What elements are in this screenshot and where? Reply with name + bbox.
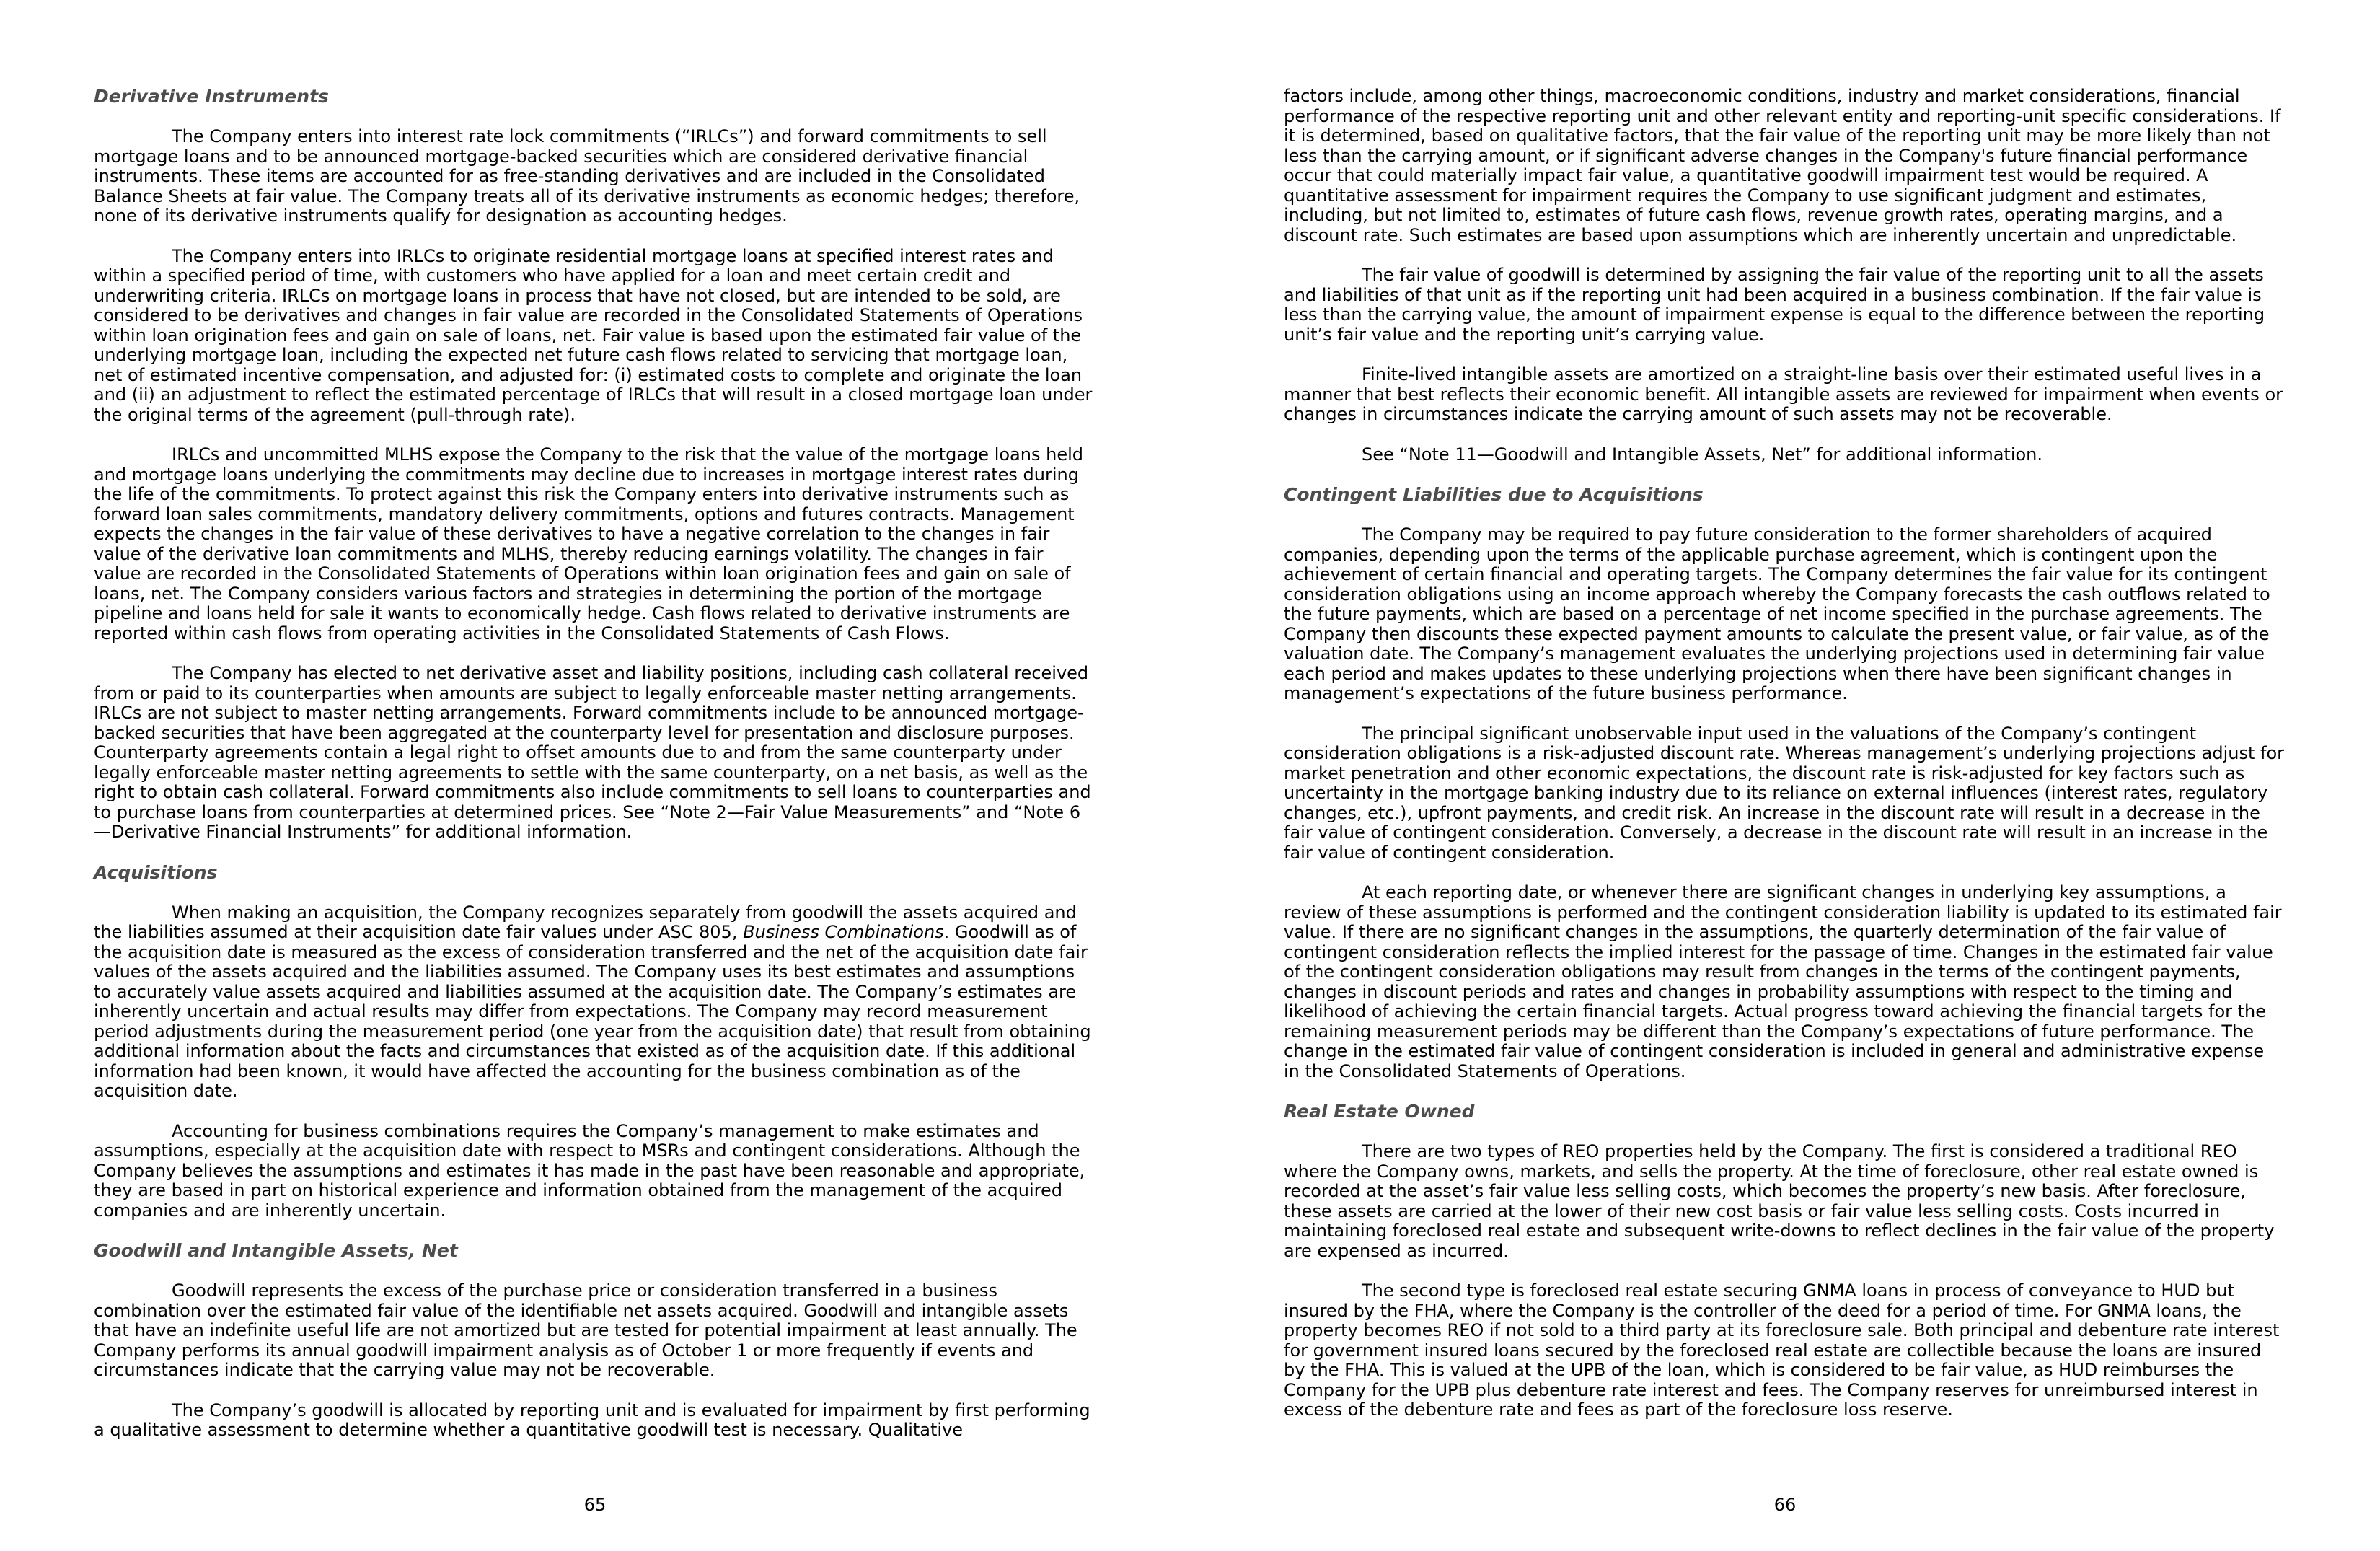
text-run: factors include, among other things, macroeconomic conditions, industry and market considerations, financial performance of the respective reporting unit and other relevant entity and reporting-unit specific considerations. If it is determined, based on qualitative factors, that the fair value of the reporting unit may be more likely than not less than the carrying amount, or if significant adverse changes in the Company's future financial performance occur that could materially impact fair value, a quantitative goodwill impairment test would be required. A quantitative assessment for impairment requires the Company to use significant judgment and estimates, including, but not limited to, estimates of future cash flows, revenue growth rates, operating margins, and a discount rate. Such estimates are based upon assumptions which are inherently uncertain and unpredictable. — [1284, 86, 2281, 245]
paragraph — [1284, 445, 2285, 465]
paragraph — [94, 1401, 1095, 1441]
text-run: The second type is foreclosed real estate securing GNMA loans in process of conveyance to HUD but insured by the FHA, where the Company is the controller of the deed for a period of time. For GNMA loans, the property becomes REO if not sold to a third party at its foreclosure sale. Both principal and debenture rate interest for government insured loans secured by the foreclosed real estate are collectible because the loans are insured by the FHA. This is valued at the UPB of the loan, which is considered to be fair value, as HUD reimburses the Company for the UPB plus debenture rate interest and fees. The Company reserves for unreimbursed interest in excess of the debenture rate and fees as part of the foreclosure loss reserve. — [1284, 1280, 2280, 1420]
section-heading — [94, 87, 1095, 107]
text-run: Real Estate Owned — [1284, 1101, 1475, 1122]
text-run: The Company enters into interest rate lock commitments (“IRLCs”) and forward commitments to sell mortgage loans and to be announced mortgage-backed securities which are considered derivative financial instruments. These items are accounted for as free-standing derivatives and are included in the Consolidated Balance Sheets at fair value. The Company treats all of its derivative instruments as economic hedges; therefore, none of its derivative instruments qualify for designation as accounting hedges. — [94, 126, 1080, 226]
paragraph — [1284, 365, 2285, 425]
italic-text-run: Business Combinations — [743, 922, 944, 942]
page-right-content — [1284, 87, 2285, 1441]
text-run: IRLCs and uncommitted MLHS expose the Company to the risk that the value of the mortgage loans held and mortgage loans underlying the commitments may decline due to increases in mortgage interest rates during the life of the commitments. To protect against this risk the Company enters into derivative instruments such as forward loan sales commitments, mandatory delivery commitments, options and futures contracts. Management expects the changes in the fair value of these derivatives to have a negative correlation to the changes in fair value of the derivative loan commitments and MLHS, thereby reducing earnings volatility. The changes in fair value are recorded in the Consolidated Statements of Operations within loan origination fees and gain on sale of loans, net. The Company considers various factors and strategies in determining the portion of the mortgage pipeline and loans held for sale it wants to economically hedge. Cash flows related to derivative instruments are reported within cash flows from operating activities in the Consolidated Statements of Cash Flows. — [94, 444, 1083, 643]
text-run: . Goodwill as of the acquisition date is measured as the excess of consideration transferred and the net of the acquisition date fair values of the assets acquired and the liabilities assumed. The Company uses its best estimates and assumptions to accurately value assets acquired and liabilities assumed at the acquisition date. The Company’s estimates are inherently uncertain and actual results may differ from expectations. The Company may record measurement period adjustments during the measurement period (one year from the acquisition date) that result from obtaining additional information about the facts and circumstances that existed as of the acquisition date. If this additional information had been known, it would have affected the accounting for the business combination as of the acquisition date. — [94, 922, 1091, 1101]
text-run: The Company enters into IRLCs to originate residential mortgage loans at specified interest rates and within a specified period of time, with customers who have applied for a loan and meet certain credit and underwriting criteria. IRLCs on mortgage loans in process that have not closed, but are intended to be sold, are considered to be derivatives and changes in fair value are recorded in the Consolidated Statements of Operations within loan origination fees and gain on sale of loans, net. Fair value is based upon the estimated fair value of the underlying mortgage loan, including the expected net future cash flows related to servicing that mortgage loan, net of estimated incentive compensation, and adjusted for: (i) estimated costs to complete and originate the loan and (ii) an adjustment to reflect the estimated percentage of IRLCs that will result in a closed mortgage loan under the original terms of the agreement (pull-through rate). — [94, 245, 1093, 425]
text-run: Accounting for business combinations requires the Company’s management to make estimates and assumptions, especially at the acquisition date with respect to MSRs and contingent considerations. Although the Company believes the assumptions and estimates it has made in the past have been reasonable and appropriate, they are based in part on historical experience and information obtained from the management of the acquired companies and are inherently uncertain. — [94, 1120, 1085, 1221]
text-run: The Company may be required to pay future consideration to the former shareholders of acquired companies, depending upon the terms of the applicable purchase agreement, which is contingent upon the achievement of certain financial and operating targets. The Company determines the fair value for its contingent consideration obligations using an income approach whereby the Company forecasts the cash outflows related to the future payments, which are based on a percentage of net income specified in the purchase agreements. The Company then discounts these expected payment amounts to calculate the present value, or fair value, as of the valuation date. The Company’s management evaluates the underlying projections used in determining fair value each period and makes updates to these underlying projections when there have been significant changes in management’s expectations of the future business performance. — [1284, 524, 2270, 703]
text-run: Derivative Instruments — [94, 86, 329, 107]
text-run: The Company has elected to net derivative asset and liability positions, including cash collateral received from or paid to its counterparties when amounts are subject to legally enforceable master netting arrangements. IRLCs are not subject to master netting arrangements. Forward commitments include to be announced mortgage-backed securities that have been aggregated at the counterparty level for presentation and disclosure purposes. Counterparty agreements contain a legal right to offset amounts due to and from the same counterparty under legally enforceable master netting agreements to settle with the same counterparty, on a net basis, as well as the right to obtain cash collateral. Forward commitments also include commitments to sell loans to counterparties and to purchase loans from counterparties at determined prices. See “Note 2—Fair Value Measurements” and “Note 6—Derivative Financial Instruments” for additional information. — [94, 663, 1091, 842]
paragraph — [94, 247, 1095, 426]
paragraph — [1284, 265, 2285, 345]
page-left-content — [94, 87, 1095, 1461]
text-run: Acquisitions — [94, 861, 218, 883]
paragraph — [1284, 1281, 2285, 1420]
paragraph — [94, 127, 1095, 227]
text-run: See “Note 11—Goodwill and Intangible Assets, Net” for additional information. — [1362, 444, 2043, 465]
paragraph — [94, 903, 1095, 1102]
paragraph — [1284, 87, 2285, 245]
section-heading — [94, 863, 1095, 883]
text-run: Goodwill and Intangible Assets, Net — [94, 1240, 458, 1261]
text-run: When making an acquisition, the Company recognizes separately from goodwill the assets acquired and the liabilities assumed at their acquisition date fair values under ASC 805, — [94, 902, 1077, 942]
text-run: There are two types of REO properties held by the Company. The first is considered a traditional REO where the Company owns, markets, and sells the property. At the time of foreclosure, other real estate owned is recorded at the asset’s fair value less selling costs, which becomes the property’s new basis. After foreclosure, these assets are carried at the lower of their new cost basis or fair value less selling costs. Costs incurred in maintaining foreclosed real estate and subsequent write-downs to reflect declines in the fair value of the property are expensed as incurred. — [1284, 1141, 2275, 1261]
text-run: Finite-lived intangible assets are amortized on a straight-line basis over their estimated useful lives in a manner that best reflects their economic benefit. All intangible assets are reviewed for impairment when events or changes in circumstances indicate the carrying amount of such assets may not be recoverable. — [1284, 364, 2283, 424]
text-run: Goodwill represents the excess of the purchase price or consideration transferred in a business combination over the estimated fair value of the identifiable net assets acquired. Goodwill and intangible assets that have an indefinite useful life are not amortized but are tested for potential impairment at least annually. The Company performs its annual goodwill impairment analysis as of October 1 or more frequently if events and circumstances indicate that the carrying value may not be recoverable. — [94, 1280, 1077, 1380]
paragraph — [94, 1122, 1095, 1221]
section-heading — [94, 1241, 1095, 1261]
page-number-right: 66 — [1773, 1495, 1797, 1515]
paragraph — [94, 1281, 1095, 1381]
paragraph — [1284, 724, 2285, 864]
paragraph — [94, 445, 1095, 643]
text-run: The principal significant unobservable input used in the valuations of the Company’s contingent consideration obligations is a risk-adjusted discount rate. Whereas management’s underlying projections adjust for market penetration and other economic expectations, the discount rate is risk-adjusted for key factors such as uncertainty in the mortgage banking industry due to its reliance on external influences (interest rates, regulatory changes, etc.), upfront payments, and credit risk. An increase in the discount rate will result in a decrease in the fair value of contingent consideration. Conversely, a decrease in the discount rate will result in an increase in the fair value of contingent consideration. — [1284, 723, 2285, 863]
page-number-left: 65 — [583, 1495, 607, 1515]
text-run: Contingent Liabilities due to Acquisitions — [1284, 484, 1704, 505]
section-heading — [1284, 485, 2285, 505]
text-run: The Company’s goodwill is allocated by reporting unit and is evaluated for impairment by first performing a qualitative assessment to determine whether a quantitative goodwill test is necessary. Qualitative — [94, 1400, 1090, 1440]
paragraph — [1284, 883, 2285, 1081]
page-right — [1190, 0, 2380, 1551]
text-run: The fair value of goodwill is determined by assigning the fair value of the reporting unit to all the assets and liabilities of that unit as if the reporting unit had been acquired in a business combination. If the fair value is less than the carrying value, the amount of impairment expense is equal to the difference between the reporting unit’s fair value and the reporting unit’s carrying value. — [1284, 265, 2265, 345]
section-heading — [1284, 1102, 2285, 1122]
paragraph — [94, 664, 1095, 843]
paragraph — [1284, 1142, 2285, 1261]
paragraph — [1284, 525, 2285, 704]
text-run: At each reporting date, or whenever there are significant changes in underlying key assumptions, a review of these assumptions is performed and the contingent consideration liability is updated to its estimated fair value. If there are no significant changes in the assumptions, the quarterly determination of the fair value of contingent consideration reflects the implied interest for the passage of time. Changes in the estimated fair value of the contingent consideration obligations may result from changes in the terms of the contingent payments, changes in discount periods and rates and changes in probability assumptions with respect to the timing and likelihood of achieving the certain financial targets. Actual progress toward achieving the financial targets for the remaining measurement periods may be different than the Company’s expectations of future performance. The change in the estimated fair value of contingent consideration is included in general and administrative expense in the Consolidated Statements of Operations. — [1284, 882, 2282, 1081]
